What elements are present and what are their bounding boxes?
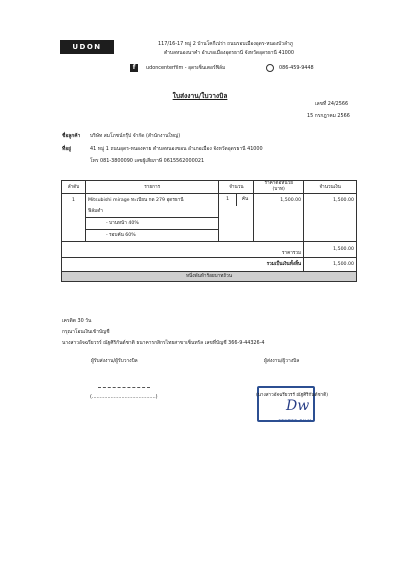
- col-header-unit-price-currency: (บาท): [272, 187, 285, 192]
- col-header-unit-price-label: ราคาต่อหน่วย: [264, 181, 293, 186]
- customer-address: 41 หมู่ 1 ถนนอุดร-หนองคาย ตำบลหนองขอน อำเภอเมือง จังหวัดอุดรธานี 41000: [90, 146, 263, 152]
- col-header-amount: จำนวนเงิน: [304, 181, 357, 194]
- sub-item-around: - รอบคัน 60%: [85, 229, 218, 241]
- credit-terms: เครดิต 30 วัน: [62, 318, 92, 324]
- receiver-signature-line: [98, 387, 150, 388]
- handwritten-signature: Dw: [286, 398, 310, 414]
- stamp-text: CENTER FILM: [278, 418, 312, 423]
- customer-name-label: ชื่อลูกค้า: [62, 133, 81, 139]
- transfer-note: กรุณาโอนเงินเข้าบัญชี: [62, 329, 110, 335]
- sender-label: ผู้ส่งงาน/ผู้วางบิล: [264, 358, 300, 364]
- table-row: [62, 217, 357, 229]
- receiver-name-blank: (.........................................): [90, 394, 158, 400]
- facebook-icon: f: [130, 64, 138, 72]
- document-date: 15 กรกฎาคม 2566: [307, 113, 350, 119]
- total-label: รวมเป็นเงินทั้งสิ้น: [62, 257, 304, 271]
- phone-icon: [266, 64, 274, 72]
- customer-name: บริษัท สมโภชน์กรุ๊ป จำกัด (สำนักงานใหญ่): [90, 133, 181, 139]
- sub-title: ฟิล์มดำ: [85, 206, 218, 217]
- sender-name: (นางสาวอัจฉรียวรร์ ณัฐศิริกันต์ชาติ): [256, 393, 328, 398]
- row-no: 1: [62, 194, 86, 207]
- table-row: [62, 206, 357, 217]
- col-header-qty: จำนวน: [219, 181, 254, 194]
- total-value: 1,500.00: [304, 257, 357, 271]
- facebook-page: udoncenterfilm - อุดรเซ็นเตอร์ฟิล์ม: [146, 65, 226, 71]
- customer-address-label: ที่อยู่: [62, 146, 72, 152]
- row-description: Mitsubishi mirage ทะเบียน กด 279 อุดรธานี: [85, 194, 218, 207]
- row-qty: 1: [219, 194, 236, 206]
- receiver-label: ผู้รับส่งงาน/ผู้รับวางบิล: [91, 358, 138, 364]
- company-logo: [60, 40, 114, 54]
- col-header-item: รายการ: [85, 181, 218, 194]
- document-title: ใบส่งงาน/ใบวางบิล: [172, 92, 228, 100]
- row-amount: 1,500.00: [304, 194, 357, 207]
- col-header-no: ลำดับ: [62, 181, 86, 194]
- subtotal-row: [62, 241, 357, 257]
- subtotal-label: ราคารวม: [62, 241, 304, 257]
- amount-in-words: หนึ่งพันห้าร้อยบาทถ้วน: [62, 271, 357, 281]
- table-header-row: [62, 181, 357, 194]
- col-header-unit-price: [254, 181, 304, 194]
- company-phone: 086-459-9448: [279, 65, 314, 71]
- document-number: เลขที่ 24/2566: [315, 101, 349, 107]
- total-row: [62, 257, 357, 271]
- row-unit: คัน: [241, 197, 249, 202]
- table-row: [62, 194, 357, 207]
- row-qty-cell: [219, 194, 254, 207]
- company-address-line1: 117/16-17 หมู่ 2 บ้านโคกีเปร่า ถนนรอบเมืองอุดร-หนองบัวลำภู: [158, 41, 293, 47]
- bank-account: นางสาวอัจฉรียวรร์ ณัฐศิริกันต์ชาติ ธนาคารกสิกรไทยสาขาเซ็นทรัล เลขที่บัญชี 366-9-44326-4: [62, 340, 265, 346]
- amount-in-words-row: [62, 271, 357, 281]
- subtotal-value: 1,500.00: [304, 241, 357, 257]
- row-unit-price: 1,500.00: [254, 194, 304, 207]
- sub-item-front: - บานหน้า 40%: [85, 217, 218, 229]
- customer-contact: โทร 081-3800090 เลขผู้เสียภาษี 0615562000021: [90, 158, 205, 164]
- logo-text: UDON: [72, 43, 102, 51]
- table-row: [62, 229, 357, 241]
- company-address-line2: ตำบลหนองนาคำ อำเภอเมืองอุดรธานี จังหวัดอุดรธานี 41000: [164, 50, 295, 56]
- items-table: [61, 180, 357, 282]
